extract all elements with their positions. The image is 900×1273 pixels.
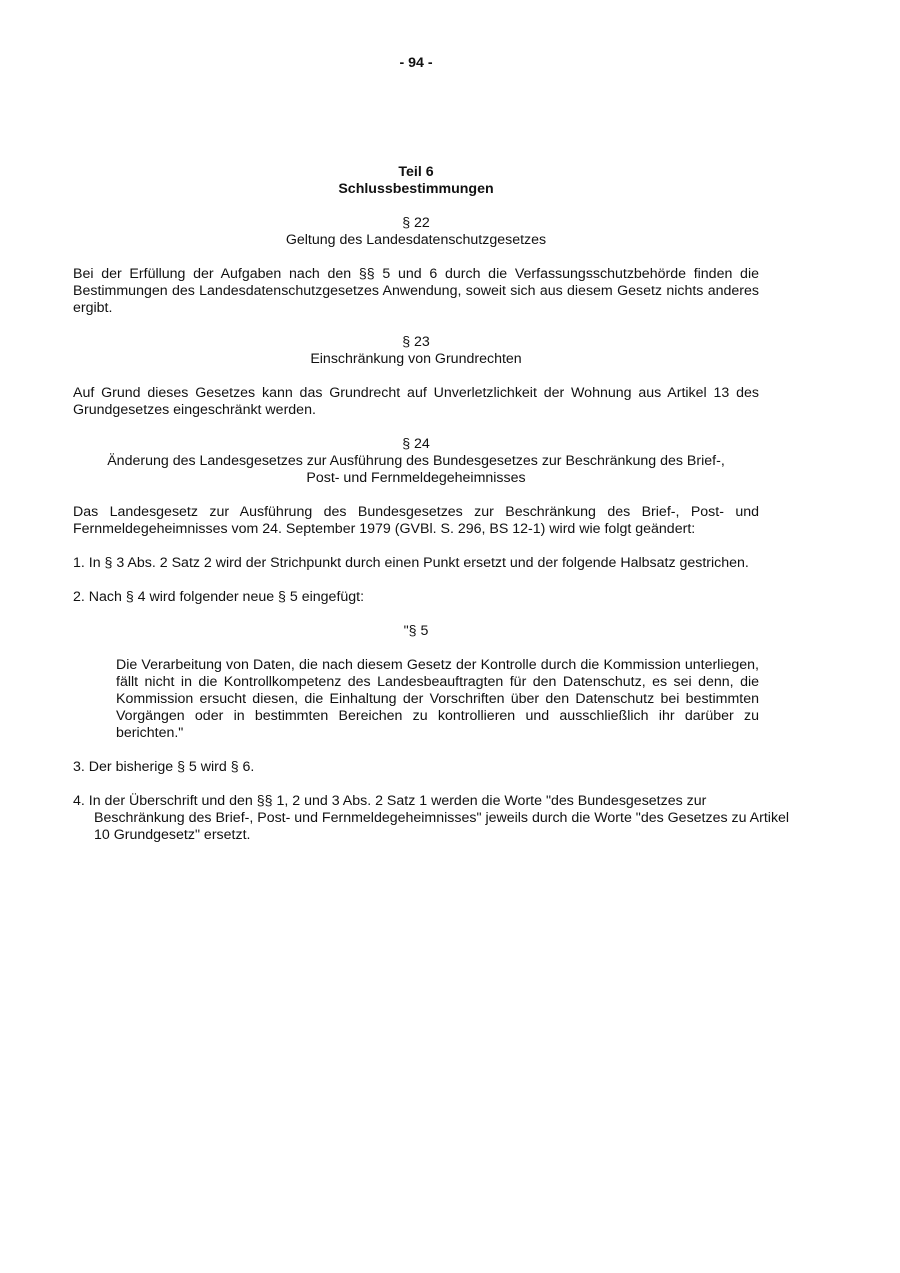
amendment-item-3: 3. Der bisherige § 5 wird § 6. <box>73 759 255 775</box>
section-22-body: Bei der Erfüllung der Aufgaben nach den §§ 5 und 6 durch die Verfassungsschutzbehörde finden die Bestimmungen des Landesdatenschutzgesetzes Anwendung, soweit sich aus diesem Gesetz nichts anderes ergibt. <box>73 266 759 316</box>
page-number: - 94 - <box>399 55 433 71</box>
section-24-number: § 24 <box>402 436 430 452</box>
section-24-heading-line1: Änderung des Landesgesetzes zur Ausführung des Bundesgesetzes zur Beschränkung des Brief-, <box>107 453 725 469</box>
section-23-body: Auf Grund dieses Gesetzes kann das Grundrecht auf Unverletzlichkeit der Wohnung aus Artikel 13 des Grundgesetzes eingeschränkt werden. <box>73 385 759 418</box>
section-23-heading: Einschränkung von Grundrechten <box>310 351 522 367</box>
amendment-item-2: 2. Nach § 4 wird folgender neue § 5 eingefügt: <box>73 589 365 605</box>
section-22-heading: Geltung des Landesdatenschutzgesetzes <box>285 232 547 248</box>
part-title: Teil 6 <box>398 164 434 180</box>
section-24-heading-line2: Post- und Fernmeldegeheimnisses <box>306 470 526 486</box>
inserted-section-number: "§ 5 <box>403 623 429 639</box>
inserted-section-text: Die Verarbeitung von Daten, die nach diesem Gesetz der Kontrolle durch die Kommission unterliegen, fällt nicht in die Kontrollkompetenz des Landesbeauftragten für den Datenschutz, es sei denn, die Kommission ersucht diesen, die Einhaltung der Vorschriften über den Datenschutz bei bestimmten Vorgängen oder in bestimmten Bereichen zu kontrollieren und ausschließlich ihr darüber zu berichten." <box>116 657 759 741</box>
amendment-item-1: 1. In § 3 Abs. 2 Satz 2 wird der Strichpunkt durch einen Punkt ersetzt und der folgende Halbsatz gestrichen. <box>73 555 749 571</box>
document-body <box>73 164 790 844</box>
section-22-number: § 22 <box>402 215 430 231</box>
section-24-body: Das Landesgesetz zur Ausführung des Bundesgesetzes zur Beschränkung des Brief-, Post- und Fernmeldegeheimnisses vom 24. September 1979 (GVBl. S. 296, BS 12-1) wird wie folgt geändert: <box>73 504 759 537</box>
section-23-number: § 23 <box>402 334 430 350</box>
amendment-item-4: 4. In der Überschrift und den §§ 1, 2 und 3 Abs. 2 Satz 1 werden die Worte "des Bundesgesetzes zur Beschränkung des Brief-, Post- und Fernmeldegeheimnisses" jeweils durch die Worte "des Gesetzes zu Artikel 10 Grundgesetz" ersetzt. <box>73 793 790 843</box>
part-subtitle: Schlussbestimmungen <box>338 181 494 197</box>
